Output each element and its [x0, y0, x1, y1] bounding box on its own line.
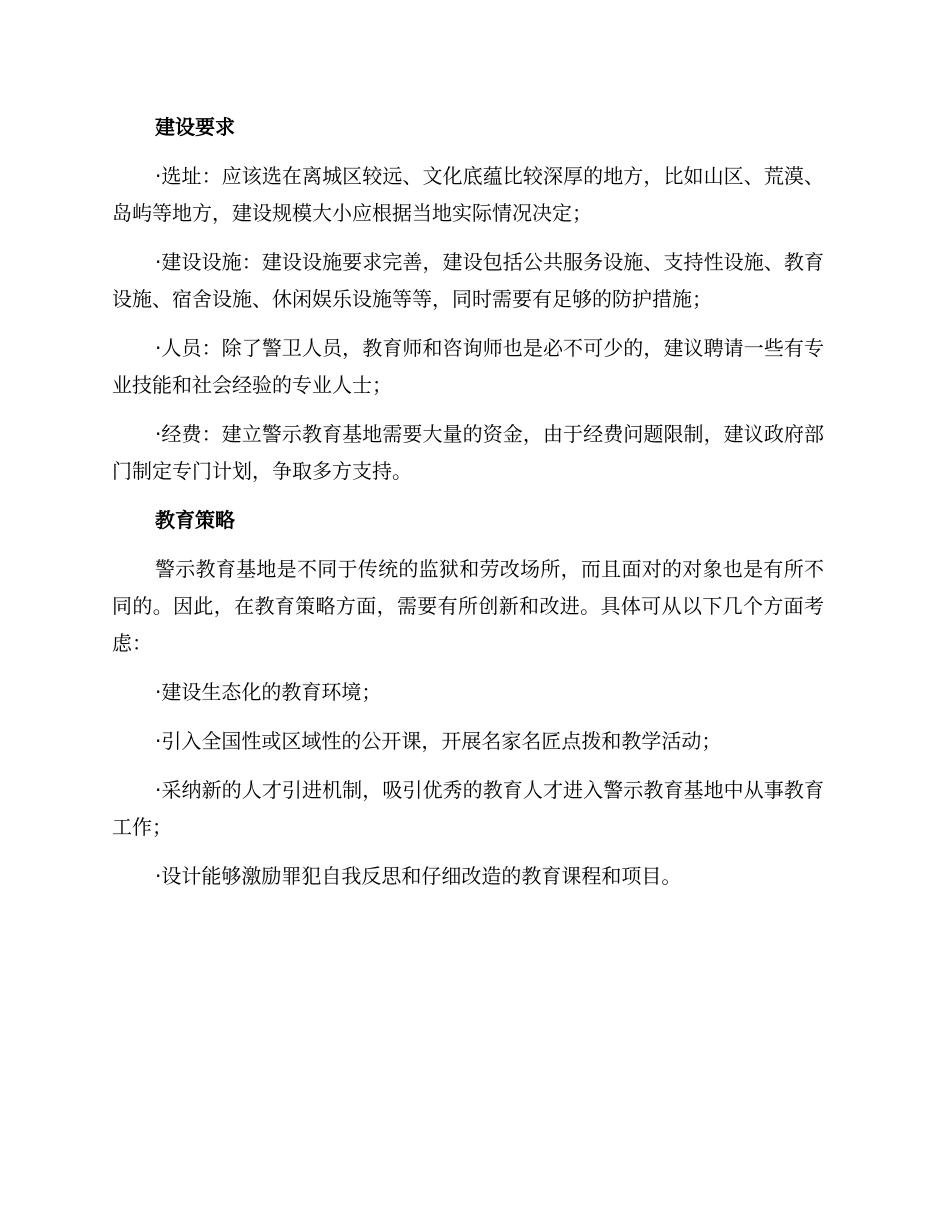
section-heading-construction-requirements: 建设要求	[155, 115, 235, 139]
list-item-open-courses: ·引入全国性或区域性的公开课，开展名家名匠点拨和教学活动；	[155, 729, 722, 753]
list-item-facilities: ·建设设施：建设设施要求完善，建设包括公共服务设施、支持性设施、教育设施、宿舍设施、休闲娱乐设施等等，同时需要有足够的防护措施；	[112, 250, 824, 311]
list-item-site-selection: ·选址：应该选在离城区较远、文化底蕴比较深厚的地方，比如山区、荒漠、岛屿等地方，建设规模大小应根据当地实际情况决定；	[112, 164, 824, 225]
section-heading-education-strategy: 教育策略	[155, 508, 235, 532]
document-body	[112, 109, 824, 907]
list-item-personnel: ·人员：除了警卫人员，教育师和咨询师也是必不可少的，建议聘请一些有专业技能和社会经验的专业人士；	[112, 336, 824, 397]
list-item-funding: ·经费：建立警示教育基地需要大量的资金，由于经费问题限制，建议政府部门制定专门计划，争取多方支持。	[112, 422, 824, 483]
list-item-course-design: ·设计能够激励罪犯自我反思和仔细改造的教育课程和项目。	[155, 864, 682, 888]
education-strategy-intro: 警示教育基地是不同于传统的监狱和劳改场所，而且面对的对象也是有所不同的。因此，在教育策略方面，需要有所创新和改进。具体可从以下几个方面考虑：	[112, 557, 824, 655]
list-item-talent-mechanism: ·采纳新的人才引进机制，吸引优秀的教育人才进入警示教育基地中从事教育工作；	[112, 778, 824, 839]
list-item-eco-environment: ·建设生态化的教育环境；	[155, 680, 382, 704]
